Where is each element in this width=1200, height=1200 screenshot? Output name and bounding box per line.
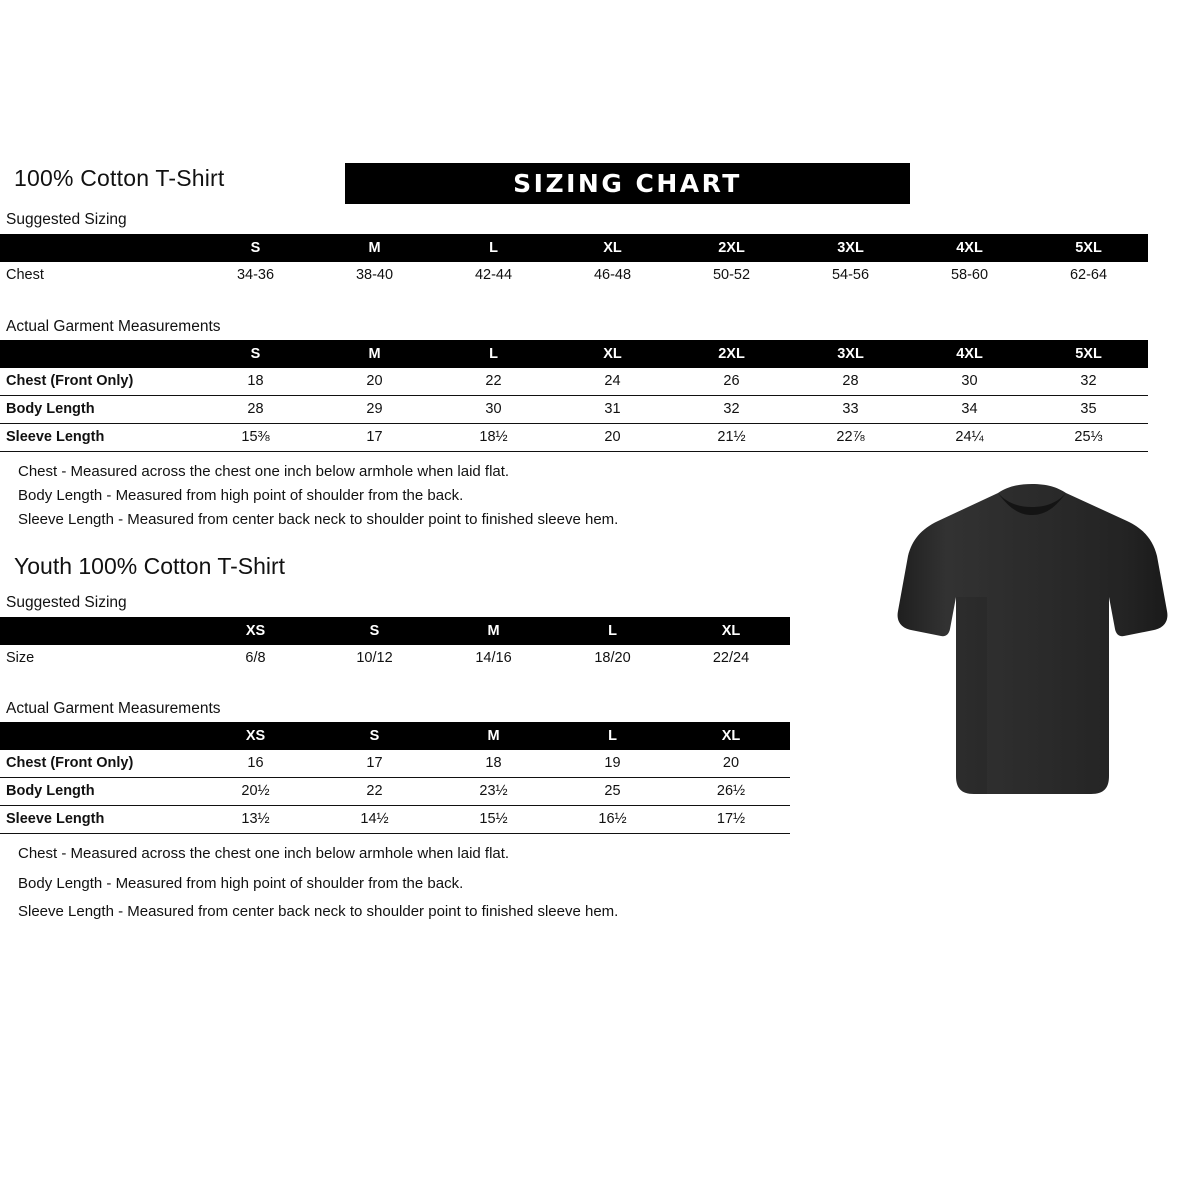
cell-bodylength-3xl: 33 — [791, 396, 910, 424]
col-header-l: L — [553, 722, 672, 750]
cell-size-s: 10/12 — [356, 650, 393, 666]
table-row — [0, 424, 1148, 452]
col-header-l: L — [553, 617, 672, 645]
col-header-xs: XS — [196, 722, 315, 750]
cell-chestfront-xs: 16 — [196, 750, 315, 778]
cell-chest-s: 34-36 — [236, 267, 275, 283]
table-row — [0, 396, 1148, 424]
adult-note-sleeve-length: Sleeve Length - Measured from center back neck to shoulder point to finished sleeve hem. — [18, 511, 619, 528]
col-header-l: L — [434, 340, 553, 368]
cell-bodylength-xl: 31 — [553, 396, 672, 424]
cell-sleevelength-s: 15⅜ — [196, 424, 315, 452]
adult-actual-measurements-table — [0, 340, 1148, 452]
youth-note-chest: Chest - Measured across the chest one inch below armhole when laid flat. — [18, 845, 510, 862]
cell-sleevelength-xs: 13½ — [196, 806, 315, 834]
row-label-sleeve-length: Sleeve Length — [0, 424, 196, 452]
col-header-4xl: 4XL — [910, 234, 1029, 262]
col-header-5xl: 5XL — [1029, 234, 1148, 262]
cell-chest-2xl: 50-52 — [712, 267, 751, 283]
col-header-xl: XL — [553, 234, 672, 262]
row-label-sleeve-length: Sleeve Length — [0, 806, 196, 834]
cell-chestfront-s: 17 — [315, 750, 434, 778]
adult-suggested-sizing-label: Suggested Sizing — [6, 211, 127, 228]
row-label-chest-front-only: Chest (Front Only) — [0, 750, 196, 778]
cell-sleevelength-m: 17 — [315, 424, 434, 452]
col-header-s: S — [196, 234, 315, 262]
col-header-s: S — [315, 617, 434, 645]
cell-sleevelength-3xl: 22⅞ — [791, 424, 910, 452]
table-row — [0, 368, 1148, 396]
cell-chest-l: 42-44 — [474, 267, 513, 283]
cell-chestfront-l: 19 — [553, 750, 672, 778]
table-row — [0, 645, 790, 672]
page-title: 100% Cotton T-Shirt — [14, 165, 225, 191]
col-header-m: M — [315, 340, 434, 368]
youth-actual-measurements-table — [0, 722, 790, 834]
table-row — [0, 778, 790, 806]
cell-sleevelength-4xl: 24¼ — [910, 424, 1029, 452]
cell-bodylength-2xl: 32 — [672, 396, 791, 424]
cell-chestfront-5xl: 32 — [1029, 368, 1148, 396]
cell-bodylength-l: 30 — [434, 396, 553, 424]
col-header-2xl: 2XL — [672, 234, 791, 262]
cell-bodylength-xl: 26½ — [672, 778, 790, 806]
col-header-xl: XL — [672, 722, 790, 750]
cell-sleevelength-s: 14½ — [315, 806, 434, 834]
header-row — [8, 163, 1192, 205]
col-header-blank — [0, 340, 196, 368]
table-row — [0, 806, 790, 834]
cell-bodylength-xs: 20½ — [196, 778, 315, 806]
col-header-m: M — [434, 722, 553, 750]
table-row — [0, 262, 1148, 289]
youth-suggested-sizing-label: Suggested Sizing — [6, 594, 127, 611]
cell-bodylength-s: 28 — [196, 396, 315, 424]
col-header-2xl: 2XL — [672, 340, 791, 368]
cell-size-m: 14/16 — [475, 650, 512, 666]
sizing-chart-banner-label: SIZING CHART — [513, 169, 742, 198]
cell-bodylength-l: 25 — [553, 778, 672, 806]
table-row — [0, 750, 790, 778]
col-header-5xl: 5XL — [1029, 340, 1148, 368]
table-header-row — [0, 617, 790, 645]
col-header-m: M — [315, 234, 434, 262]
row-label-size: Size — [6, 650, 35, 666]
table-header-row — [0, 722, 790, 750]
cell-size-xs: 6/8 — [245, 650, 266, 666]
cell-sleevelength-l: 18½ — [434, 424, 553, 452]
cell-size-xl: 22/24 — [712, 650, 750, 666]
cell-chestfront-l: 22 — [434, 368, 553, 396]
cell-chestfront-2xl: 26 — [672, 368, 791, 396]
youth-note-sleeve-length: Sleeve Length - Measured from center back neck to shoulder point to finished sleeve hem. — [18, 903, 619, 920]
cell-size-l: 18/20 — [594, 650, 631, 666]
col-header-m: M — [434, 617, 553, 645]
adult-actual-measurements-label: Actual Garment Measurements — [6, 318, 221, 335]
table-header-row — [0, 340, 1148, 368]
col-header-xs: XS — [196, 617, 315, 645]
cell-chest-m: 38-40 — [355, 267, 394, 283]
col-header-3xl: 3XL — [791, 234, 910, 262]
col-header-3xl: 3XL — [791, 340, 910, 368]
row-label-body-length: Body Length — [0, 778, 196, 806]
youth-actual-measurements-label: Actual Garment Measurements — [6, 700, 221, 717]
cell-bodylength-s: 22 — [315, 778, 434, 806]
cell-chest-4xl: 58-60 — [950, 267, 989, 283]
tshirt-icon — [895, 480, 1170, 810]
col-header-l: L — [434, 234, 553, 262]
cell-chestfront-m: 18 — [434, 750, 553, 778]
cell-sleevelength-m: 15½ — [434, 806, 553, 834]
col-header-s: S — [196, 340, 315, 368]
row-label-body-length: Body Length — [0, 396, 196, 424]
adult-suggested-sizing-table — [0, 234, 1148, 289]
adult-note-chest: Chest - Measured across the chest one inch below armhole when laid flat. — [18, 463, 510, 480]
cell-chest-5xl: 62-64 — [1069, 267, 1108, 283]
cell-sleevelength-l: 16½ — [553, 806, 672, 834]
col-header-4xl: 4XL — [910, 340, 1029, 368]
tshirt-illustration — [895, 480, 1170, 810]
cell-chestfront-3xl: 28 — [791, 368, 910, 396]
sizing-chart-banner — [345, 163, 910, 204]
col-header-s: S — [315, 722, 434, 750]
cell-chestfront-s: 18 — [196, 368, 315, 396]
cell-bodylength-4xl: 34 — [910, 396, 1029, 424]
cell-bodylength-m: 23½ — [434, 778, 553, 806]
table-header-row — [0, 234, 1148, 262]
cell-chestfront-xl: 20 — [672, 750, 790, 778]
col-header-xl: XL — [553, 340, 672, 368]
cell-chest-xl: 46-48 — [593, 267, 632, 283]
cell-chestfront-m: 20 — [315, 368, 434, 396]
cell-chestfront-xl: 24 — [553, 368, 672, 396]
row-label-chest-front-only: Chest (Front Only) — [0, 368, 196, 396]
col-header-blank — [0, 234, 196, 262]
cell-chest-3xl: 54-56 — [831, 267, 870, 283]
col-header-blank — [0, 617, 196, 645]
cell-chestfront-4xl: 30 — [910, 368, 1029, 396]
cell-bodylength-5xl: 35 — [1029, 396, 1148, 424]
row-label-chest: Chest — [6, 267, 44, 283]
youth-note-body-length: Body Length - Measured from high point of shoulder from the back. — [18, 875, 464, 892]
youth-section-title: Youth 100% Cotton T-Shirt — [14, 553, 286, 579]
adult-note-body-length: Body Length - Measured from high point of shoulder from the back. — [18, 487, 464, 504]
cell-bodylength-m: 29 — [315, 396, 434, 424]
cell-sleevelength-xl: 17½ — [672, 806, 790, 834]
cell-sleevelength-5xl: 25⅓ — [1029, 424, 1148, 452]
youth-suggested-sizing-table — [0, 617, 790, 672]
col-header-xl: XL — [672, 617, 790, 645]
cell-sleevelength-xl: 20 — [553, 424, 672, 452]
col-header-blank — [0, 722, 196, 750]
cell-sleevelength-2xl: 21½ — [672, 424, 791, 452]
